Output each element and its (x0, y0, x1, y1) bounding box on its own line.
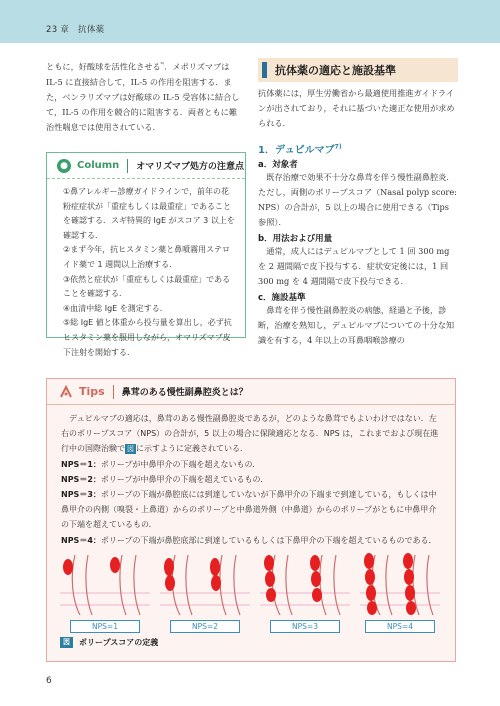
item-text-a: 既存治療で効果不十分な鼻茸を伴う慢性副鼻腔炎．ただし，両側のポリープスコア（Nasal polyp score: NPS）の合計が，5 以上の場合に使用できる（Tips 参照）． (258, 172, 457, 227)
column-item: ①鼻アレルギー診療ガイドラインで，前年の花粉症症状が「重症もしくは最重症」であることを確認する．スギ特異的 IgE がスコア 3 以上を確認する． (63, 187, 235, 240)
tips-label: Tips (79, 385, 105, 398)
item-heading-b: b．用法および用量 (258, 234, 333, 244)
column-title: オマリズマブ処方の注意点 (136, 162, 244, 172)
right-column (258, 58, 458, 348)
chapter-header-bar (0, 0, 500, 43)
nps2-label: NPS=2 (170, 620, 240, 633)
column-circle-icon: ● (57, 159, 71, 173)
tips-title: 鼻茸のある慢性副鼻腔炎とは？ (121, 388, 248, 398)
nps-item (61, 487, 441, 533)
section-title-bar (262, 62, 267, 78)
nps-item (61, 457, 441, 472)
nps1-label: NPS=1 (70, 620, 140, 633)
item-text-c: 鼻茸を伴う慢性副鼻腔炎の病態，経過と予後，診断，治療を熟知し，デュピルマブについての十分な知識を有する，4 年以上の耳鼻咽喉診療の (258, 305, 455, 345)
column-item: ③依然と症状が「重症もしくは最重症」であることを確認する． (63, 274, 231, 299)
nps-text: ポリープが中鼻甲介の下端を超えているもの． (100, 474, 269, 484)
tips-header (47, 379, 455, 405)
column-item: ④血清中総 IgE を測定する． (63, 303, 168, 313)
left-paragraph-part2: ．メポリズマブは IL-5 に直接結合して，IL-5 の作用を阻害する．また，ベンラリズマブは好酸球の IL-5 受容体に結合して，IL-5 の作用を競合的に阻害する．両者ともに難治性喘息では使用されている． (46, 61, 240, 132)
figure-ref-badge: 図 (127, 445, 134, 454)
nps3-label: NPS=3 (270, 620, 340, 633)
tips-divider (113, 385, 114, 399)
column-box (46, 152, 246, 357)
chapter-header: 23 章 抗体薬 (46, 25, 105, 35)
item-heading-c: c．施設基準 (258, 293, 306, 303)
tips-mark-icon (59, 385, 73, 399)
nps4-illustration (360, 553, 440, 615)
figure-caption-text: ポリープスコアの定義 (79, 638, 159, 647)
item-heading-a: a．対象者 (258, 160, 298, 170)
figure-caption (60, 637, 158, 648)
nps-illustrations (60, 545, 440, 620)
tips-body (47, 405, 455, 548)
tips-intro-tail: に示すように定義されている． (136, 444, 248, 454)
column-header (47, 153, 245, 179)
nps-key: NPS＝1： (61, 459, 101, 469)
left-column (46, 58, 242, 135)
column-label: Column (77, 160, 120, 171)
nps-key: NPS＝4： (61, 535, 101, 545)
nps-key: NPS＝2： (61, 474, 101, 484)
item-text-b: 通常，成人にはデュピルマブとして 1 回 300 mg を 2 週間隔で皮下投与する．症状安定後には，1 回 300 mg を 4 週間隔で皮下投与できる． (258, 246, 450, 286)
tips-intro (61, 411, 441, 457)
nps-key: NPS＝3： (61, 490, 101, 500)
figure-icon: 図 (60, 637, 73, 648)
column-body (47, 179, 245, 360)
nps-figure (60, 545, 440, 635)
subsection-title-text: 1．デュピルマブ (258, 145, 335, 156)
column-item: ②まず今年，抗ヒスタミン薬と鼻噴霧用ステロイド薬で 1 週間以上治療する． (63, 245, 231, 269)
tips-intro-text: デュピルマブの適応は，鼻茸のある慢性副鼻腔炎であるが，どのような鼻茸でもよいわけではない．左右のポリープスコア（NPS）の合計が，5 以上の場合に保険適応となる．NPS は，これまでおよび現在進行中の国際治験で (61, 414, 439, 454)
section-intro: 抗体薬には，厚生労働省から最適使用推進ガイドラインが出されており，それに基づいた適正な使用が求められる． (258, 88, 455, 128)
section-title: 抗体薬の適応と施設基準 (275, 64, 396, 77)
nps2-illustration (160, 555, 250, 615)
subsection-title (258, 141, 458, 156)
nps-item (61, 472, 441, 487)
nps-text: ポリープの下端が鼻腔底には到達していないが下鼻甲介の下端まで到達している，もしくは中鼻甲介の内側（嗅裂・上鼻道）からのポリープと中鼻道外側（中鼻道）からのポリープがともに中鼻甲介の下端を超えているもの． (61, 490, 437, 530)
left-paragraph-part1: ともに，好酸球を活性化させる (46, 61, 161, 72)
nps-text: ポリープが中鼻甲介の下端を超えないもの． (100, 459, 261, 469)
section-title-box (258, 58, 458, 82)
citation-ref: ⁶⁾ (160, 62, 165, 68)
left-paragraph (46, 58, 242, 135)
nps-text: ポリープの下端が鼻腔底部に到達しているもしくは下鼻甲介の下端を超えているものである． (100, 535, 437, 545)
page-number: 6 (46, 676, 52, 686)
nps4-label: NPS=4 (365, 620, 435, 633)
subsection-ref: 7) (334, 143, 342, 151)
nps3-illustration (260, 555, 350, 615)
column-item: ⑤総 IgE 値と体重から投与量を算出し，必ず抗ヒスタミン薬を服用しながら，オマリズマブ皮下注射を開始する． (63, 318, 232, 357)
column-divider (127, 159, 128, 173)
nps1-illustration (60, 555, 150, 615)
